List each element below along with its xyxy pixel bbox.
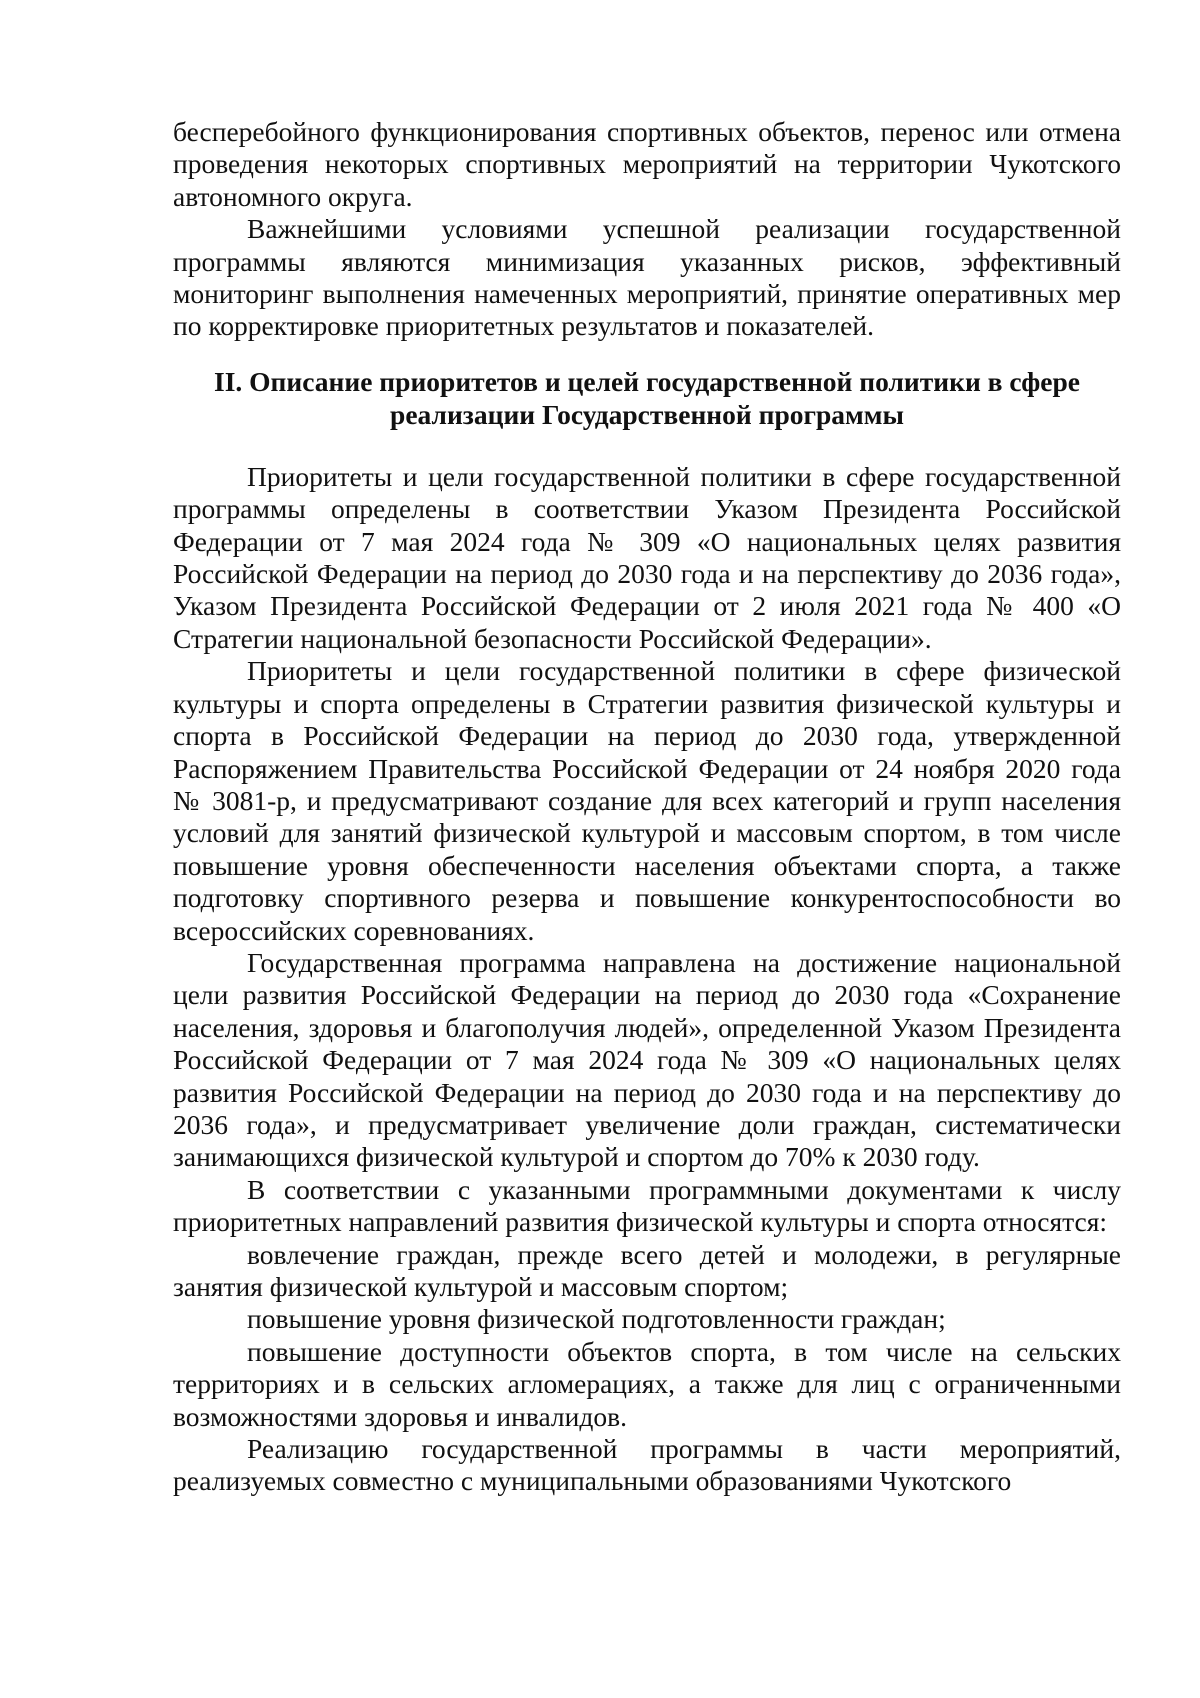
paragraph-key-conditions: Важнейшими условиями успешной реализации государственной программы являются минимизация указанных рисков, эффективный мониторинг выполнения намеченных мероприятий, принятие оперативных мер по корректировке приоритетных результатов и показателей. (173, 213, 1121, 342)
list-item-involvement: вовлечение граждан, прежде всего детей и молодежи, в регулярные занятия физической культурой и массовым спортом; (173, 1238, 1121, 1302)
paragraph-priorities-decrees: Приоритеты и цели государственной политики в сфере государственной программы определены в соответствии Указом Президента Российской Федерации от 7 мая 2024 года № 309 «О национальных целях развития Российской Федерации на период до 2030 года и на перспективу до 2036 года», Указом Президента Российской Федерации от 2 июля 2021 года № 400 «О Стратегии национальной безопасности Российской Федерации». (173, 460, 1121, 654)
document-page (173, 116, 1121, 1498)
list-item-accessibility: повышение доступности объектов спорта, в том числе на сельских территориях и в сельских агломерациях, а также для лиц с ограниченными возможностями здоровья и инвалидов. (173, 1335, 1121, 1432)
paragraph-national-goal: Государственная программа направлена на достижение национальной цели развития Российской Федерации на период до 2030 года «Сохранение населения, здоровья и благополучия людей», определенной Указом Президента Российской Федерации от 7 мая 2024 года № 309 «О национальных целях развития Российской Федерации на период до 2030 года и на перспективу до 2036 года», и предусматривает увеличение доли граждан, систематически занимающихся физической культурой и спортом до 70% к 2030 году. (173, 946, 1121, 1173)
list-item-physical-fitness: повышение уровня физической подготовленности граждан; (247, 1303, 946, 1335)
paragraph-sport-strategy: Приоритеты и цели государственной политики в сфере физической культуры и спорта определены в Стратегии развития физической культуры и спорта в Российской Федерации на период до 2030 года, утвержденной Распоряжением Правительства Российской Федерации от 24 ноября 2020 года № 3081-р, и предусматривают создание для всех категорий и групп населения условий для занятий физической культурой и массовым спортом, в том числе повышение уровня обеспеченности населения объектами спорта, а также подготовку спортивного резерва и повышение конкурентоспособности во всероссийских соревнованиях. (173, 655, 1121, 946)
paragraph-risks-continuation: бесперебойного функционирования спортивных объектов, перенос или отмена проведения некоторых спортивных мероприятий на территории Чукотского автономного округа. (173, 116, 1121, 212)
section-heading: II. Описание приоритетов и целей государственной политики в сфере реализации Государственной программы (214, 365, 1080, 430)
paragraph-municipal-implementation: Реализацию государственной программы в части мероприятий, реализуемых совместно с муниципальными образованиями Чукотского (173, 1433, 1121, 1497)
paragraph-priority-directions-intro: В соответствии с указанными программными документами к числу приоритетных направлений развития физической культуры и спорта относятся: (173, 1173, 1121, 1238)
